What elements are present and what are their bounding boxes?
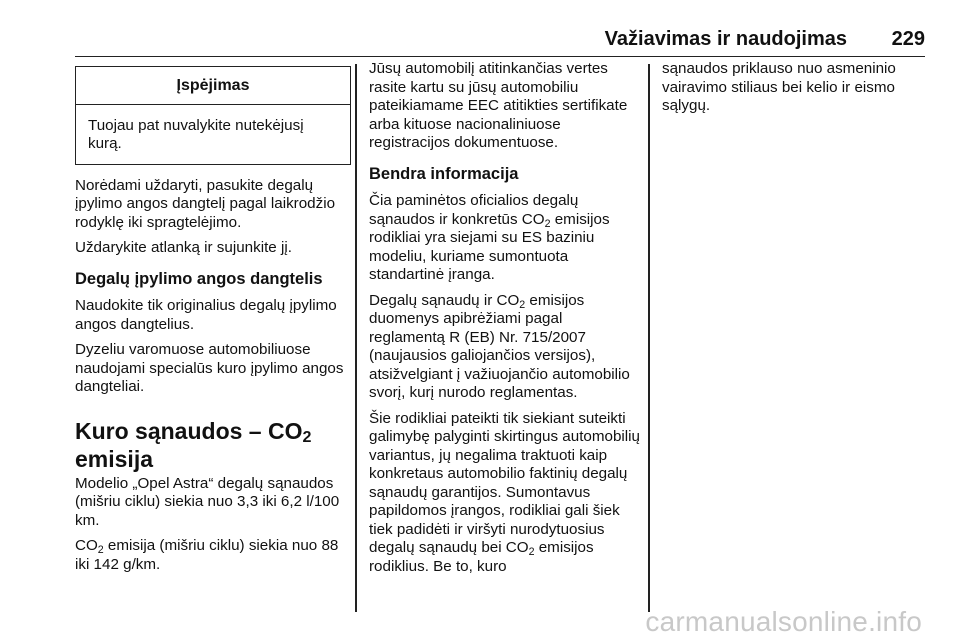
warning-text: Tuojau pat nuvalykite nutekėjusį kurą.	[88, 116, 304, 152]
section-title: Važiavimas ir naudojimas	[604, 28, 847, 50]
warning-title: Įspėjimas	[76, 67, 350, 105]
paragraph: Norėdami uždaryti, pasukite degalų įpylimo angos dangtelį pagal laikrodžio rodyklę iki spragtelėjimo.	[75, 176, 336, 231]
heading-fuel-consumption: Kuro sąnaudos – $CO_2$ emisija	[75, 417, 312, 472]
paragraph: Modelio „Opel Astra“ degalų sąnaudos (mišriu ciklu) siekia nuo 3,3 iki 6,2 l/100 km.	[75, 474, 340, 529]
column-1	[75, 60, 351, 581]
column-divider	[355, 64, 357, 612]
paragraph: Degalų sąnaudų ir $CO_2$ emisijos duomenys apibrėžiami pagal reglamentą R (EB) Nr. 715/2007 (naujausios galiojančios versijos), atsižvelgiant į važiuojančio automobilio svorį, kurį nurodo reglamentas.	[369, 291, 630, 401]
warning-box	[75, 66, 351, 165]
paragraph: sąnaudos priklauso nuo asmeninio vairavimo stiliaus bei kelio ir eismo sąlygų.	[662, 60, 896, 114]
page-header	[75, 26, 925, 57]
column-divider	[648, 64, 650, 612]
paragraph: Dyzeliu varomuose automobiliuose naudojami specialūs kuro įpylimo angos dangteliai.	[75, 341, 344, 395]
column-2	[369, 60, 641, 583]
paragraph: Naudokite tik originalius degalų įpylimo angos dangtelius.	[75, 297, 337, 333]
column-3	[662, 60, 924, 123]
subheading-general-info: Bendra informacija	[369, 164, 519, 183]
paragraph: Jūsų automobilį atitinkančias vertes rasite kartu su jūsų automobiliu pateikiamame EEC atitikties sertifikate arba kituose nacionaliniuose registracijos dokumentuose.	[369, 60, 628, 151]
paragraph: Šie rodikliai pateikti tik siekiant suteikti galimybę palyginti skirtingus automobilių variantus, jų negalima traktuoti kaip konkretaus automobilio faktinių degalų sąnaudų garantijos. Sumontavus papildomos įrangos, rodikliai gali šiek tiek padidėti ir viršyti nurodytuosius degalų sąnaudų bei $CO_2$ emisijos rodiklius. Be to, kuro	[369, 409, 640, 575]
paragraph: Čia paminėtos oficialios degalų sąnaudos ir konkretūs $CO_2$ emisijos rodikliai yra siejami su ES baziniu modeliu, kuriame sumontuota standartinė įranga.	[369, 192, 610, 283]
paragraph: Uždarykite atlanką ir sujunkite jį.	[75, 239, 292, 256]
paragraph: $CO_2$ emisija (mišriu ciklu) siekia nuo 88 iki 142 g/km.	[75, 537, 339, 573]
subheading-fuel-cap: Degalų įpylimo angos dangtelis	[75, 269, 323, 288]
page-number: 229	[891, 28, 925, 50]
watermark: carmanualsonline.info	[645, 606, 922, 637]
